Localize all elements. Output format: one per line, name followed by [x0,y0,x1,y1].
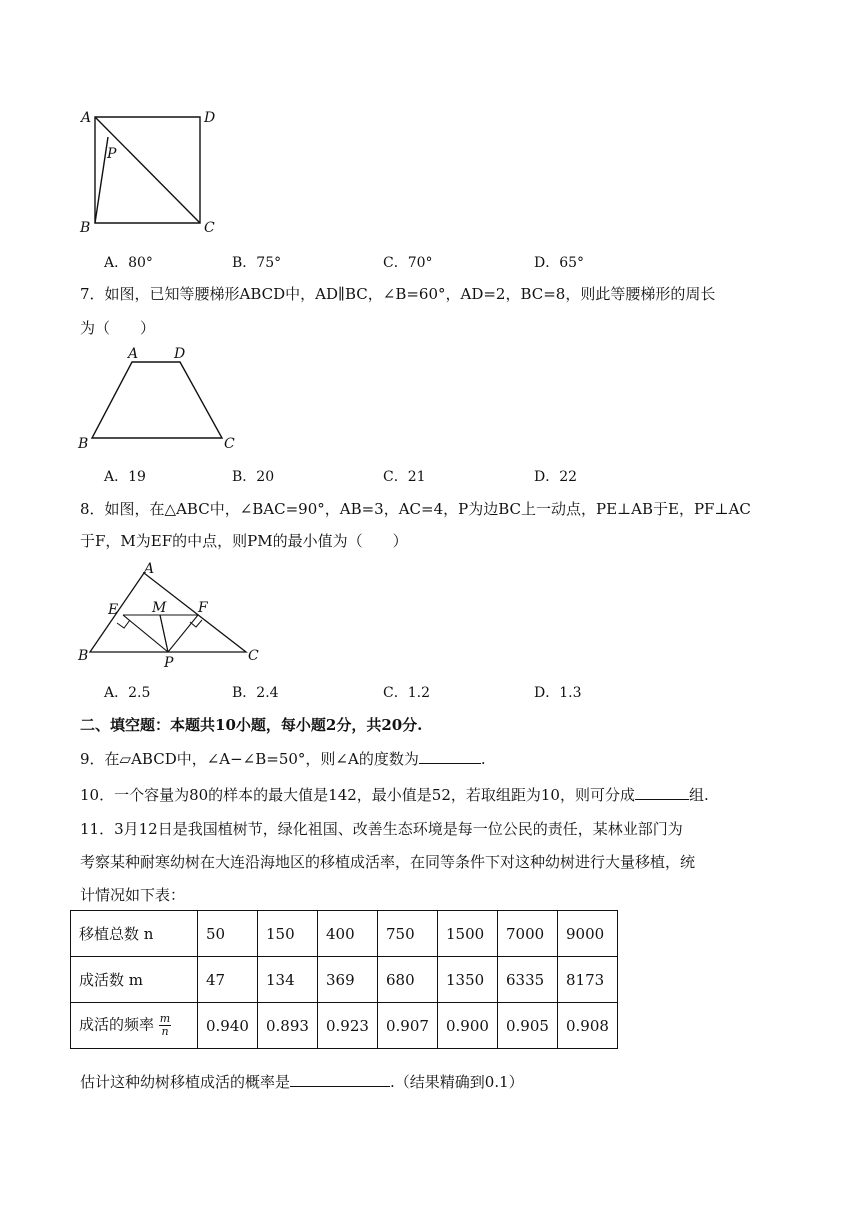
q8-choice-b: B．2.4 [232,685,279,701]
q7-stem-line2: 为（ ） [80,319,156,337]
q7-label-d: D [174,346,186,362]
q6-label-a: A [81,110,92,126]
q6-label-b: B [80,220,91,236]
q6-label-d: D [204,110,216,126]
q6-label-p: P [107,146,117,162]
q8-stem-line2: 于F，M为EF的中点，则PM的最小值为（ ） [80,532,408,550]
table-cell: 7000 [498,911,558,957]
q8-label-b: B [78,648,89,664]
table-row [71,1003,618,1049]
fraction-numerator: m [159,1012,171,1025]
q7-label-b: B [78,436,89,452]
q7-trapezoid-figure [70,344,250,454]
table-cell: 0.900 [438,1003,498,1049]
row-label-survived: 成活数 m [71,957,198,1003]
row-label-frequency-text: 成活的频率 [79,1015,155,1034]
section-heading-fill-in: 二、填空题：本题共10小题，每小题2分，共20分. [80,716,423,734]
q7-trapezoid [92,362,222,438]
q8-choice-a: A．2.5 [104,685,151,701]
q11-stem-line2: 考察某种耐寒幼树在大连沿海地区的移植成活率，在同等条件下对这种幼树进行大量移植，统 [80,853,696,871]
q8-label-m: M [152,600,167,616]
q10-answer-blank[interactable] [635,785,689,800]
fraction-m-over-n [159,1013,171,1038]
q6-label-c: C [204,220,215,236]
table-cell: 1500 [438,911,498,957]
table-cell: 400 [318,911,378,957]
table-cell: 1350 [438,957,498,1003]
q11-answer-line [80,1072,524,1092]
q8-label-a: A [144,561,155,577]
q7-stem-line1: 7．如图，已知等腰梯形ABCD中，AD∥BC，∠B=60°，AD=2，BC=8，则此等腰梯形的周长 [80,285,716,303]
q9-text: 9．在▱ABCD中，∠A−∠B=50°，则∠A的度数为 [80,750,419,768]
q8-stem-line1: 8．如图，在△ABC中，∠BAC=90°，AB=3，AC=4，P为边BC上一动点，PE⊥AB于E，PF⊥AC [80,500,751,518]
q8-triangle-figure [70,556,270,671]
table-cell: 369 [318,957,378,1003]
q8-choice-c: C．1.2 [383,685,430,701]
table-cell: 8173 [558,957,618,1003]
table-cell: 680 [378,957,438,1003]
table-cell: 6335 [498,957,558,1003]
q11-answer-blank[interactable] [290,1072,390,1087]
q8-choice-d: D．1.3 [534,685,582,701]
q6-diagonal-ac [95,117,200,223]
q7-choice-d: D．22 [534,469,578,485]
table-cell: 0.923 [318,1003,378,1049]
q10-stem [80,785,709,805]
q10-text: 10．一个容量为80的样本的最大值是142，最小值是52，若取组距为10，则可分成 [80,786,635,804]
row-label-total: 移植总数 n [71,911,198,957]
table-cell: 50 [198,911,258,957]
q6-choice-a: A．80° [104,255,153,271]
q8-segment-pf [168,615,198,652]
q6-choice-d: D．65° [534,255,585,271]
table-cell: 150 [258,911,318,957]
q10-suffix: 组. [688,786,709,804]
table-cell: 134 [258,957,318,1003]
table-cell: 0.893 [258,1003,318,1049]
table-row [71,911,618,957]
q7-label-a: A [128,346,139,362]
q9-stem [80,749,486,769]
table-cell: 0.905 [498,1003,558,1049]
q8-right-angle-e [117,620,130,628]
q9-suffix: . [480,750,486,768]
q8-label-p: P [164,655,174,671]
q9-answer-blank[interactable] [419,749,481,764]
q8-label-f: F [198,600,208,616]
q6-choice-c: C．70° [383,255,433,271]
q7-choice-a: A．19 [104,469,146,485]
q6-square-figure [70,105,240,240]
table-cell: 47 [198,957,258,1003]
q11-answer-prefix: 估计这种幼树移植成活的概率是 [80,1073,291,1091]
q11-answer-suffix: .（结果精确到0.1） [390,1073,524,1091]
table-cell: 9000 [558,911,618,957]
q8-label-e: E [108,602,119,618]
fraction-denominator: n [161,1025,169,1038]
q7-label-c: C [224,436,235,452]
row-label-frequency [71,1003,198,1049]
q7-choice-c: C．21 [383,469,426,485]
table-row [71,957,618,1003]
q8-label-c: C [248,648,259,664]
table-cell: 0.940 [198,1003,258,1049]
table-cell: 0.908 [558,1003,618,1049]
q6-choice-b: B．75° [232,255,282,271]
q7-choice-b: B．20 [232,469,275,485]
table-cell: 0.907 [378,1003,438,1049]
table-cell: 750 [378,911,438,957]
q11-stem-line3: 计情况如下表： [80,886,186,904]
q11-frequency-table [70,910,618,1049]
q11-stem-line1: 11．3月12日是我国植树节，绿化祖国、改善生态环境是每一位公民的责任，某林业部门为 [80,820,683,838]
q8-right-angle-f [190,620,202,627]
